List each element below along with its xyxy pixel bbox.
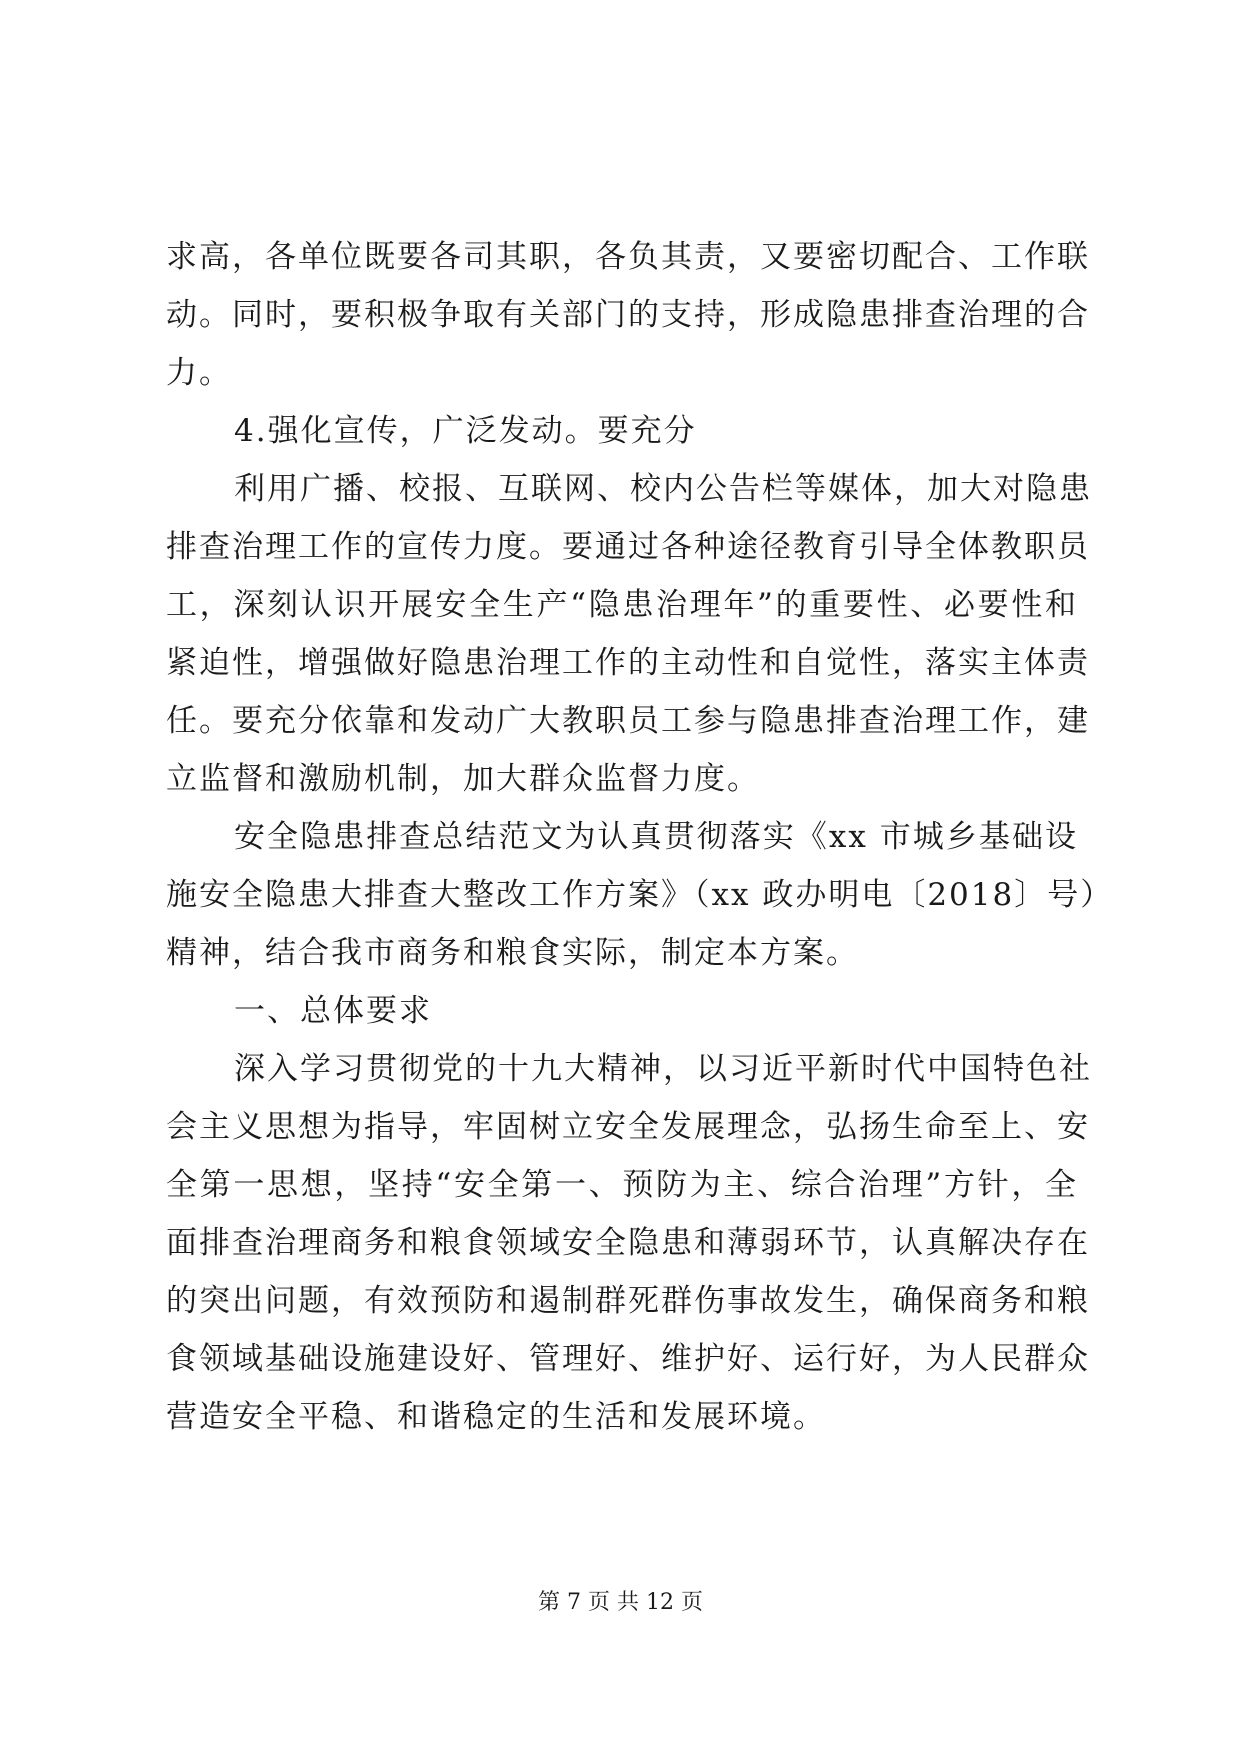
- page-number: 第 7 页 共 12 页: [538, 1590, 703, 1615]
- text-line: 紧迫性，增强做好隐患治理工作的主动性和自觉性，落实主体责: [166, 645, 1090, 681]
- text-line: 的突出问题，有效预防和遏制群死群伤事故发生，确保商务和粮: [166, 1283, 1090, 1319]
- text-line: 排查治理工作的宣传力度。要通过各种途径教育引导全体教职员: [166, 529, 1090, 565]
- text-line: 深入学习贯彻党的十九大精神，以习近平新时代中国特色社: [234, 1051, 1092, 1087]
- text-line: 安全隐患排查总结范文为认真贯彻落实《xx 市城乡基础设: [234, 819, 1078, 855]
- text-line: 力。: [166, 355, 232, 391]
- text-line: 会主义思想为指导，牢固树立安全发展理念，弘扬生命至上、安: [166, 1109, 1090, 1145]
- text-line: 面排查治理商务和粮食领域安全隐患和薄弱环节，认真解决存在: [166, 1225, 1090, 1261]
- text-line: 食领域基础设施建设好、管理好、维护好、运行好，为人民群众: [166, 1341, 1090, 1377]
- section-heading: 一、总体要求: [234, 993, 432, 1029]
- text-line: 利用广播、校报、互联网、校内公告栏等媒体，加大对隐患: [234, 471, 1092, 507]
- section-heading: 4.强化宣传，广泛发动。要充分: [234, 413, 697, 449]
- text-line: 立监督和激励机制，加大群众监督力度。: [166, 761, 760, 797]
- text-line: 营造安全平稳、和谐稳定的生活和发展环境。: [166, 1399, 826, 1435]
- text-line: 全第一思想，坚持“安全第一、预防为主、综合治理”方针，全: [166, 1167, 1078, 1203]
- text-line: 求高，各单位既要各司其职，各负其责，又要密切配合、工作联: [166, 239, 1090, 275]
- text-line: 工，深刻认识开展安全生产“隐患治理年”的重要性、必要性和: [166, 587, 1078, 623]
- text-line: 任。要充分依靠和发动广大教职员工参与隐患排查治理工作，建: [166, 703, 1090, 739]
- text-line: 动。同时，要积极争取有关部门的支持，形成隐患排查治理的合: [166, 297, 1090, 333]
- document-body: [166, 228, 1114, 1446]
- text-line: 精神，结合我市商务和粮食实际，制定本方案。: [166, 935, 859, 971]
- text-line: 施安全隐患大排查大整改工作方案》（xx 政办明电〔2018〕号）: [166, 877, 1114, 913]
